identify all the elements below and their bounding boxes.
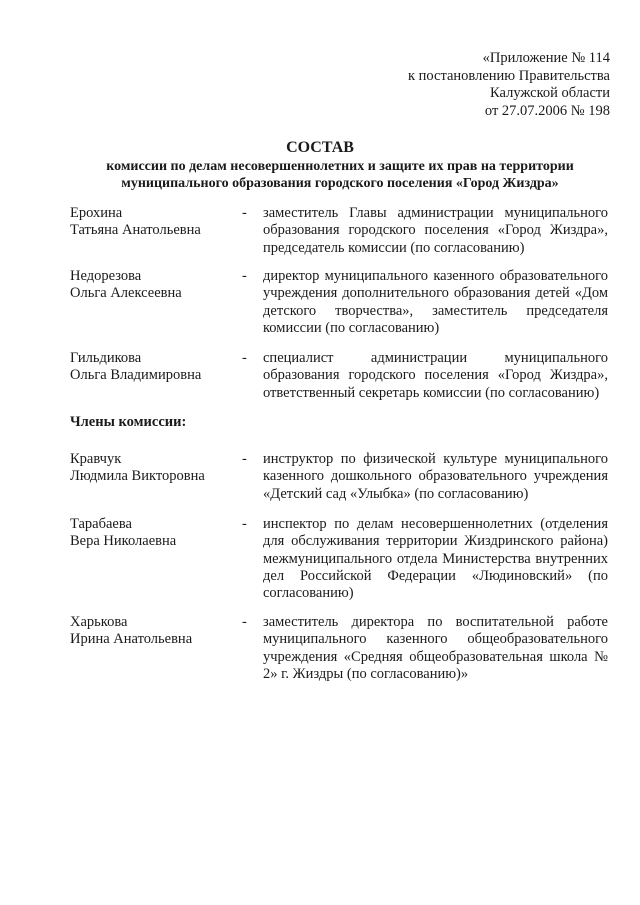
separator-dash: - (242, 350, 247, 366)
person-role: заместитель директора по воспитательной работе муниципального казенного общеобразовательного учреждения «Средняя общеобразовательная школа № 2» г. Жиздры (по согласованию)» (263, 614, 608, 682)
person-role: инспектор по делам несовершеннолетних (отделения для обслуживания территории Жиздринского района) межмуниципального отдела Министерства внутренних дел Российской Федерации «Людиновский» (по согласованию) (263, 516, 608, 602)
document-title: СОСТАВ (286, 139, 354, 156)
separator-dash: - (242, 451, 247, 467)
person-role: заместитель Главы администрации муниципального образования городского поселения «Город Жиздра», председатель комиссии (по согласованию) (263, 205, 608, 256)
person-surname: Кравчук (70, 451, 122, 467)
appendix-line: к постановлению Правительства (408, 67, 610, 84)
person-surname: Тарабаева (70, 516, 132, 532)
person-name (70, 350, 240, 384)
person-surname: Харькова (70, 614, 128, 630)
person-given-names: Людмила Викторовна (70, 468, 205, 484)
person-role: инструктор по физической культуре муниципального казенного дошкольного образовательного учреждения «Детский сад «Улыбка» (по согласованию) (263, 451, 608, 502)
person-name (70, 268, 240, 302)
separator-dash: - (242, 205, 247, 221)
person-surname: Ерохина (70, 205, 123, 221)
separator-dash: - (242, 516, 247, 532)
document-subtitle: комиссии по делам несовершеннолетних и защите их прав на территории муниципального образования городского поселения «Город Жиздра» (106, 159, 574, 191)
appendix-line: от 27.07.2006 № 198 (484, 102, 610, 119)
separator-dash: - (242, 268, 247, 284)
person-given-names: Ольга Алексеевна (70, 285, 182, 301)
person-surname: Гильдикова (70, 350, 142, 366)
appendix-line: Калужской области (490, 85, 610, 101)
person-role: директор муниципального казенного образовательного учреждения дополнительного образования детей «Дом детского творчества», заместитель председателя комиссии (по согласованию) (263, 268, 608, 336)
person-name (70, 451, 240, 485)
person-role: специалист администрации муниципального образования городского поселения «Город Жиздра», ответственный секретарь комиссии (по согласованию) (263, 350, 608, 401)
person-given-names: Татьяна Анатольевна (70, 222, 201, 238)
person-given-names: Вера Николаевна (70, 533, 177, 549)
person-name (70, 516, 240, 550)
appendix-header (408, 50, 610, 120)
members-heading: Члены комиссии: (70, 414, 187, 430)
person-surname: Недорезова (70, 268, 142, 284)
person-given-names: Ирина Анатольевна (70, 631, 193, 647)
appendix-line: «Приложение № 114 (482, 50, 610, 66)
person-name (70, 614, 240, 648)
person-given-names: Ольга Владимировна (70, 367, 202, 383)
person-name (70, 205, 240, 239)
separator-dash: - (242, 614, 247, 630)
